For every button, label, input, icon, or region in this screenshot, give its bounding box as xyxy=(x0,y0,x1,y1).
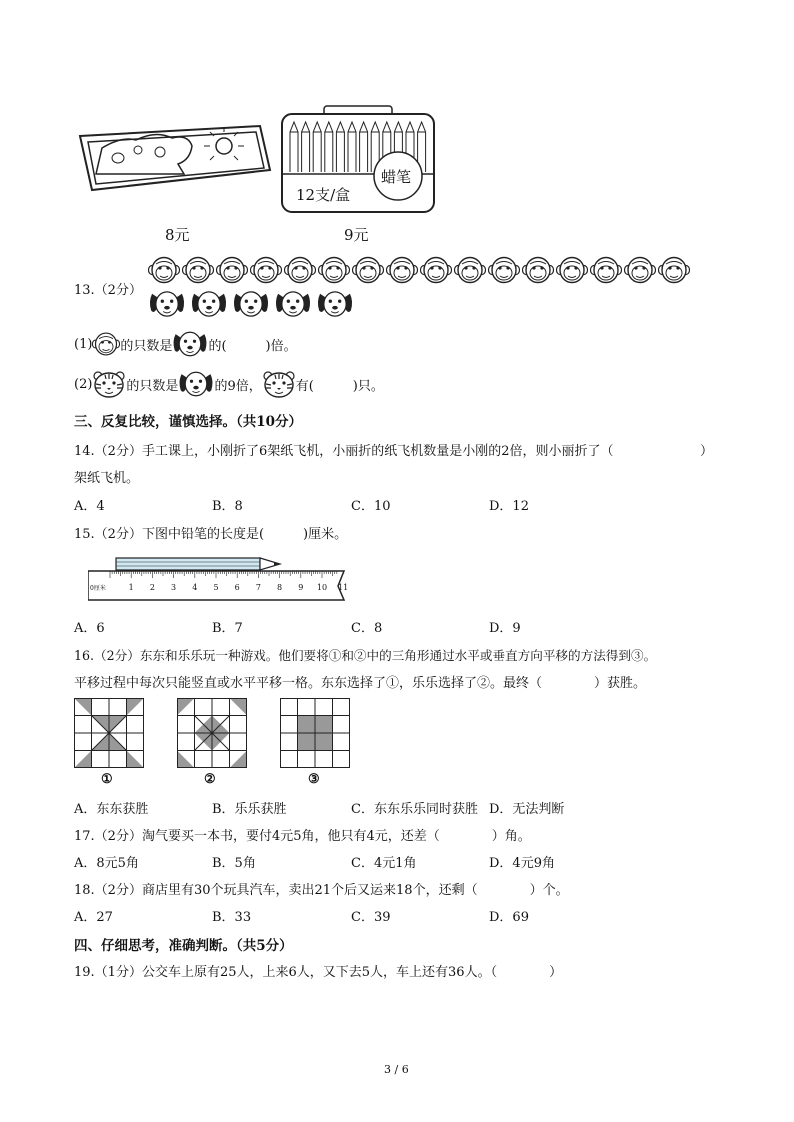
pencil-icon xyxy=(116,558,280,570)
q13-p2-prefix: (2) xyxy=(74,376,93,392)
grid-label-2: ② xyxy=(204,772,216,787)
monkey-icon xyxy=(556,256,588,284)
crayon-box-count: 12支/盒 xyxy=(296,186,351,204)
q14-paren-close: ） xyxy=(700,444,714,459)
q15-option-c[interactable]: C．8 xyxy=(351,621,383,636)
dog-icon xyxy=(274,290,312,318)
q14-option-a[interactable]: A．4 xyxy=(74,499,105,514)
monkey-icon xyxy=(148,256,180,284)
monkey-icon xyxy=(488,256,520,284)
q17-option-d[interactable]: D．4元9角 xyxy=(489,856,555,871)
monkey-icon xyxy=(658,256,690,284)
dog-icon xyxy=(190,290,228,318)
pencil-case-illustration xyxy=(74,118,274,196)
ruler-tick-label: 3 xyxy=(171,583,177,592)
q17-option-b[interactable]: B．5角 xyxy=(212,856,256,871)
ruler-tick-label: 10 xyxy=(316,583,328,592)
dog-row xyxy=(148,290,354,318)
q15-option-a[interactable]: A．6 xyxy=(74,621,105,636)
q13-part2 xyxy=(74,370,384,398)
ruler-tick-label: 9 xyxy=(298,583,304,592)
q13-p1-prefix: (1) xyxy=(74,336,93,352)
ruler-unit-label: 0厘米 xyxy=(90,585,106,592)
monkey-icon xyxy=(216,256,248,284)
q14-option-c[interactable]: C．10 xyxy=(351,499,391,514)
q16-option-d[interactable]: D．无法判断 xyxy=(489,802,565,817)
crayon-box-label: 蜡笔 xyxy=(381,168,412,186)
monkey-icon xyxy=(522,256,554,284)
q16-line1: 16.（2分）东东和乐乐玩一种游戏。他们要将①和②中的三角形通过水平或垂直方向平移的方法得到③。 xyxy=(74,648,657,663)
ruler-tick-label: 4 xyxy=(192,583,198,592)
q19-stem: 19.（1分）公交车上原有25人，上来6人，又下去5人，车上还有36人。（ ） xyxy=(74,965,563,980)
monkey-icon xyxy=(318,256,350,284)
grid-label-1: ① xyxy=(101,772,113,787)
section-4-title: 四、仔细思考，准确判断。（共5分） xyxy=(74,938,293,954)
q16-option-c[interactable]: C．东东乐乐同时获胜 xyxy=(351,802,478,817)
q15-stem: 15.（2分）下图中铅笔的长度是( )厘米。 xyxy=(74,527,348,542)
monkey-row xyxy=(148,256,690,284)
dog-icon xyxy=(316,290,354,318)
monkey-icon xyxy=(624,256,656,284)
crayon-box-price: 9元 xyxy=(344,226,369,244)
q18-stem: 18.（2分）商店里有30个玩具汽车，卖出21个后又运来18个，还剩（ ）个。 xyxy=(74,883,569,898)
q13-p2-mid2: 的9倍， xyxy=(214,378,262,394)
grid-figure-2 xyxy=(177,698,247,768)
dog-icon xyxy=(178,370,214,398)
q17-option-c[interactable]: C．4元1角 xyxy=(351,856,417,871)
tiger-icon xyxy=(262,370,296,398)
monkey-icon xyxy=(420,256,452,284)
dog-icon xyxy=(172,330,208,358)
q16-option-b[interactable]: B．乐乐获胜 xyxy=(212,802,287,817)
dog-icon xyxy=(232,290,270,318)
monkey-icon xyxy=(386,256,418,284)
q13-p2-mid: 的只数是 xyxy=(126,378,179,394)
q13-part1 xyxy=(74,330,297,358)
ruler-tick-label: 11 xyxy=(338,583,349,592)
q16-option-a[interactable]: A．东东获胜 xyxy=(74,802,149,817)
page-number: 3 / 6 xyxy=(384,1063,409,1076)
ruler-tick-label: 8 xyxy=(277,583,283,592)
grid-figure-1 xyxy=(74,698,144,768)
q14-option-d[interactable]: D．12 xyxy=(489,499,529,514)
monkey-icon xyxy=(454,256,486,284)
q15-option-d[interactable]: D．9 xyxy=(489,621,521,636)
q13-p2-suffix: 有( )只。 xyxy=(295,378,384,394)
q17-stem: 17.（2分）淘气要买一本书，要付4元5角，他只有4元，还差（ ）角。 xyxy=(74,829,531,844)
q16-line2: 平移过程中每次只能竖直或水平平移一格。东东选择了①，乐乐选择了②。最终（ ）获胜。 xyxy=(74,676,647,691)
monkey-icon xyxy=(250,256,282,284)
q13-p1-suffix: 的( )倍。 xyxy=(208,338,297,354)
q18-option-a[interactable]: A．27 xyxy=(74,910,113,925)
q18-option-c[interactable]: C．39 xyxy=(351,910,391,925)
monkey-icon xyxy=(92,331,120,357)
monkey-icon xyxy=(352,256,384,284)
q15-option-b[interactable]: B．7 xyxy=(212,621,243,636)
dog-icon xyxy=(148,290,186,318)
q14-option-b[interactable]: B．8 xyxy=(212,499,243,514)
ruler-tick-label: 2 xyxy=(149,583,155,592)
q17-option-a[interactable]: A．8元5角 xyxy=(74,856,139,871)
grid-label-3: ③ xyxy=(308,772,320,787)
q13-stem: 13.（2分） xyxy=(74,283,142,298)
ruler-tick-label: 1 xyxy=(128,583,134,592)
monkey-icon xyxy=(182,256,214,284)
pencil-case-price: 8元 xyxy=(165,226,190,244)
section-3-title: 三、反复比较，谨慎选择。（共10分） xyxy=(74,414,303,430)
q13-p1-mid: 的只数是 xyxy=(120,338,173,354)
q14-line2: 架纸飞机。 xyxy=(74,471,140,486)
ruler-tick-label: 6 xyxy=(234,583,240,592)
tiger-icon xyxy=(92,370,126,398)
ruler-figure xyxy=(88,554,350,604)
q18-option-d[interactable]: D．69 xyxy=(489,910,529,925)
monkey-icon xyxy=(284,256,316,284)
ruler-tick-label: 7 xyxy=(255,583,261,592)
grid-figure-3 xyxy=(280,698,350,768)
ruler-tick-label: 5 xyxy=(213,583,219,592)
q14-line1: 14.（2分）手工课上，小刚折了6架纸飞机，小丽折的纸飞机数量是小刚的2倍，则小丽折了（ xyxy=(74,444,614,459)
monkey-icon xyxy=(590,256,622,284)
q18-option-b[interactable]: B．33 xyxy=(212,910,252,925)
